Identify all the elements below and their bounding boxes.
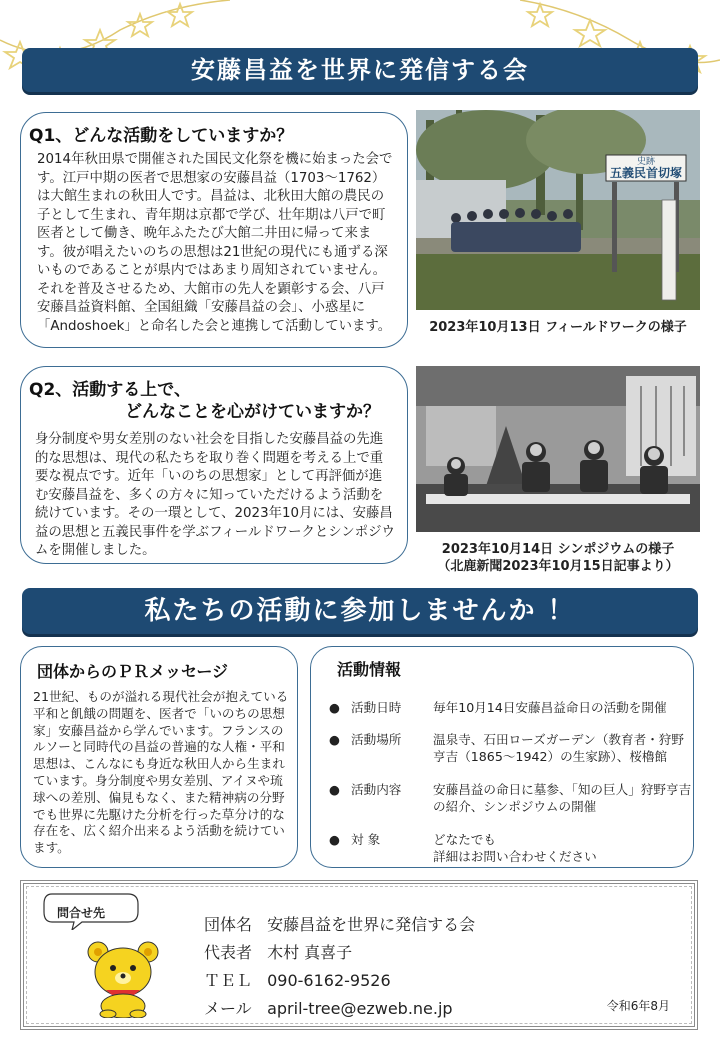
sign-main-text: 五義民首切塚: [609, 166, 683, 180]
symposium-photo: [416, 366, 700, 532]
q2-body: 身分制度や男女差別のない社会を目指した安藤昌益の先進的な思想は、現代の私たちを取り巻く問題を考える上で重要な視点です。近年「いのちの思想家」として再評価が進む安藤昌益を、多くの方々に知っていただけるよう活動を続けています。その一環として、2023年10月には、安藤昌益の思想と五義民事件を学ぶフィールドワークとシンポジウムを開催しました。: [35, 432, 395, 558]
q2-title-line1: Q2、活動する上で、: [29, 380, 191, 400]
contact-mail: [204, 996, 453, 1019]
info-value: 詳細はお問い合わせください: [433, 849, 597, 864]
contact-rep-value: 木村 真喜子: [267, 943, 353, 962]
symposium-photo-image: [416, 366, 700, 532]
symposium-caption-line1: 2023年10月14日 シンポジウムの様子: [441, 542, 675, 557]
contact-box: [20, 880, 698, 1030]
pr-body: 21世紀、ものが溢れる現代社会が抱えている平和と飢餓の問題を、医者で「いのちの思想家」安藤昌益から学んでいます。フランスのルソーと同時代の昌益の普遍的な人権・平和思想は、こんなにも身近な秋田人から生まれています。身分制度や男女差別、アイヌや琉球への差別、偏見もなく、また精神病の分野でも世界に先駆けた分析を行った草分け的な存在を、広く紹介出来るよう活動を続けています。: [33, 689, 289, 856]
info-title: 活動情報: [337, 660, 402, 679]
bullet-icon: ●: [329, 832, 340, 847]
q1-title: Q1、どんな活動をしていますか？: [29, 126, 294, 146]
issue-date: 令和6年8月: [606, 999, 670, 1013]
q1-body: 2014年秋田県で開催された国民文化祭を機に始まった会です。江戸中期の医者で思想家の安藤昌益（1703～1762）は大館生まれの秋田人です。昌益は、北秋田大館の農民の子として生まれ、青年期は京都で学び、壮年期は八戸で町医者として働き、晩年ふたたび大館二井田に帰って来ます。彼が唱えたいのちの思想は21世紀の現代にも通ずる深いものであることが県内ではあまり周知されていません。それを普及させるため、大館市の先人を顕彰する会、八戸安藤昌益資料館、全国組織「安藤昌益の会」、小惑星に「Andoshoek」と命名した会と連携して活動しています。: [37, 152, 393, 334]
main-title-banner: [22, 48, 698, 92]
fieldwork-caption: 2023年10月13日 フィールドワークの様子: [429, 320, 687, 335]
contact-org-label: 団体名: [204, 915, 253, 934]
bullet-icon: ●: [329, 732, 340, 747]
contact-rep: [204, 940, 352, 963]
join-title: 私たちの活動に参加しませんか ！: [144, 596, 576, 626]
sign-small-text: 史跡: [636, 157, 656, 167]
pr-title: 団体からのＰＲメッセージ: [37, 662, 229, 681]
join-banner: [22, 588, 698, 634]
contact-mail-label: メール: [204, 999, 252, 1018]
bullet-icon: ●: [329, 700, 340, 715]
info-label: 対 象: [351, 832, 381, 847]
symposium-caption-line2: （北鹿新聞2023年10月15日記事より）: [437, 559, 679, 574]
contact-org-value: 安藤昌益を世界に発信する会: [267, 915, 476, 934]
info-value: 安藤昌益の命日に墓参、「知の巨人」狩野亨吉の紹介、シンポジウムの開催: [433, 782, 692, 814]
contact-mail-value[interactable]: april-tree@ezweb.ne.jp: [267, 999, 453, 1018]
contact-tel-label: ＴＥＬ: [204, 971, 253, 990]
bear-mascot-icon: [84, 938, 162, 1018]
info-value: どなたでも: [433, 832, 496, 847]
pr-message-box: [20, 646, 298, 868]
contact-tel: [204, 968, 391, 991]
contact-org: [204, 912, 475, 935]
q2-box: [20, 366, 408, 564]
contact-tel-value[interactable]: 090-6162-9526: [267, 971, 391, 990]
activity-info-box: [310, 646, 694, 868]
info-label: 活動内容: [351, 782, 402, 797]
fieldwork-photo: [416, 110, 700, 310]
contact-rep-label: 代表者: [204, 943, 253, 962]
bullet-icon: ●: [329, 782, 340, 797]
q2-title-line2: どんなことを心がけていますか？: [125, 402, 380, 422]
info-label: 活動場所: [351, 732, 402, 747]
info-value: 毎年10月14日安藤昌益命日の活動を開催: [433, 700, 667, 715]
info-value: 温泉寺、石田ローズガーデン（教育者・狩野亨吉（1865～1942）の生家跡）、桜櫓館: [433, 732, 684, 764]
fieldwork-photo-image: [416, 110, 700, 310]
page-title: 安藤昌益を世界に発信する会: [191, 56, 529, 84]
contact-bubble-label: 問合せ先: [57, 906, 106, 920]
q1-box: [20, 112, 408, 348]
info-label: 活動日時: [351, 700, 402, 715]
